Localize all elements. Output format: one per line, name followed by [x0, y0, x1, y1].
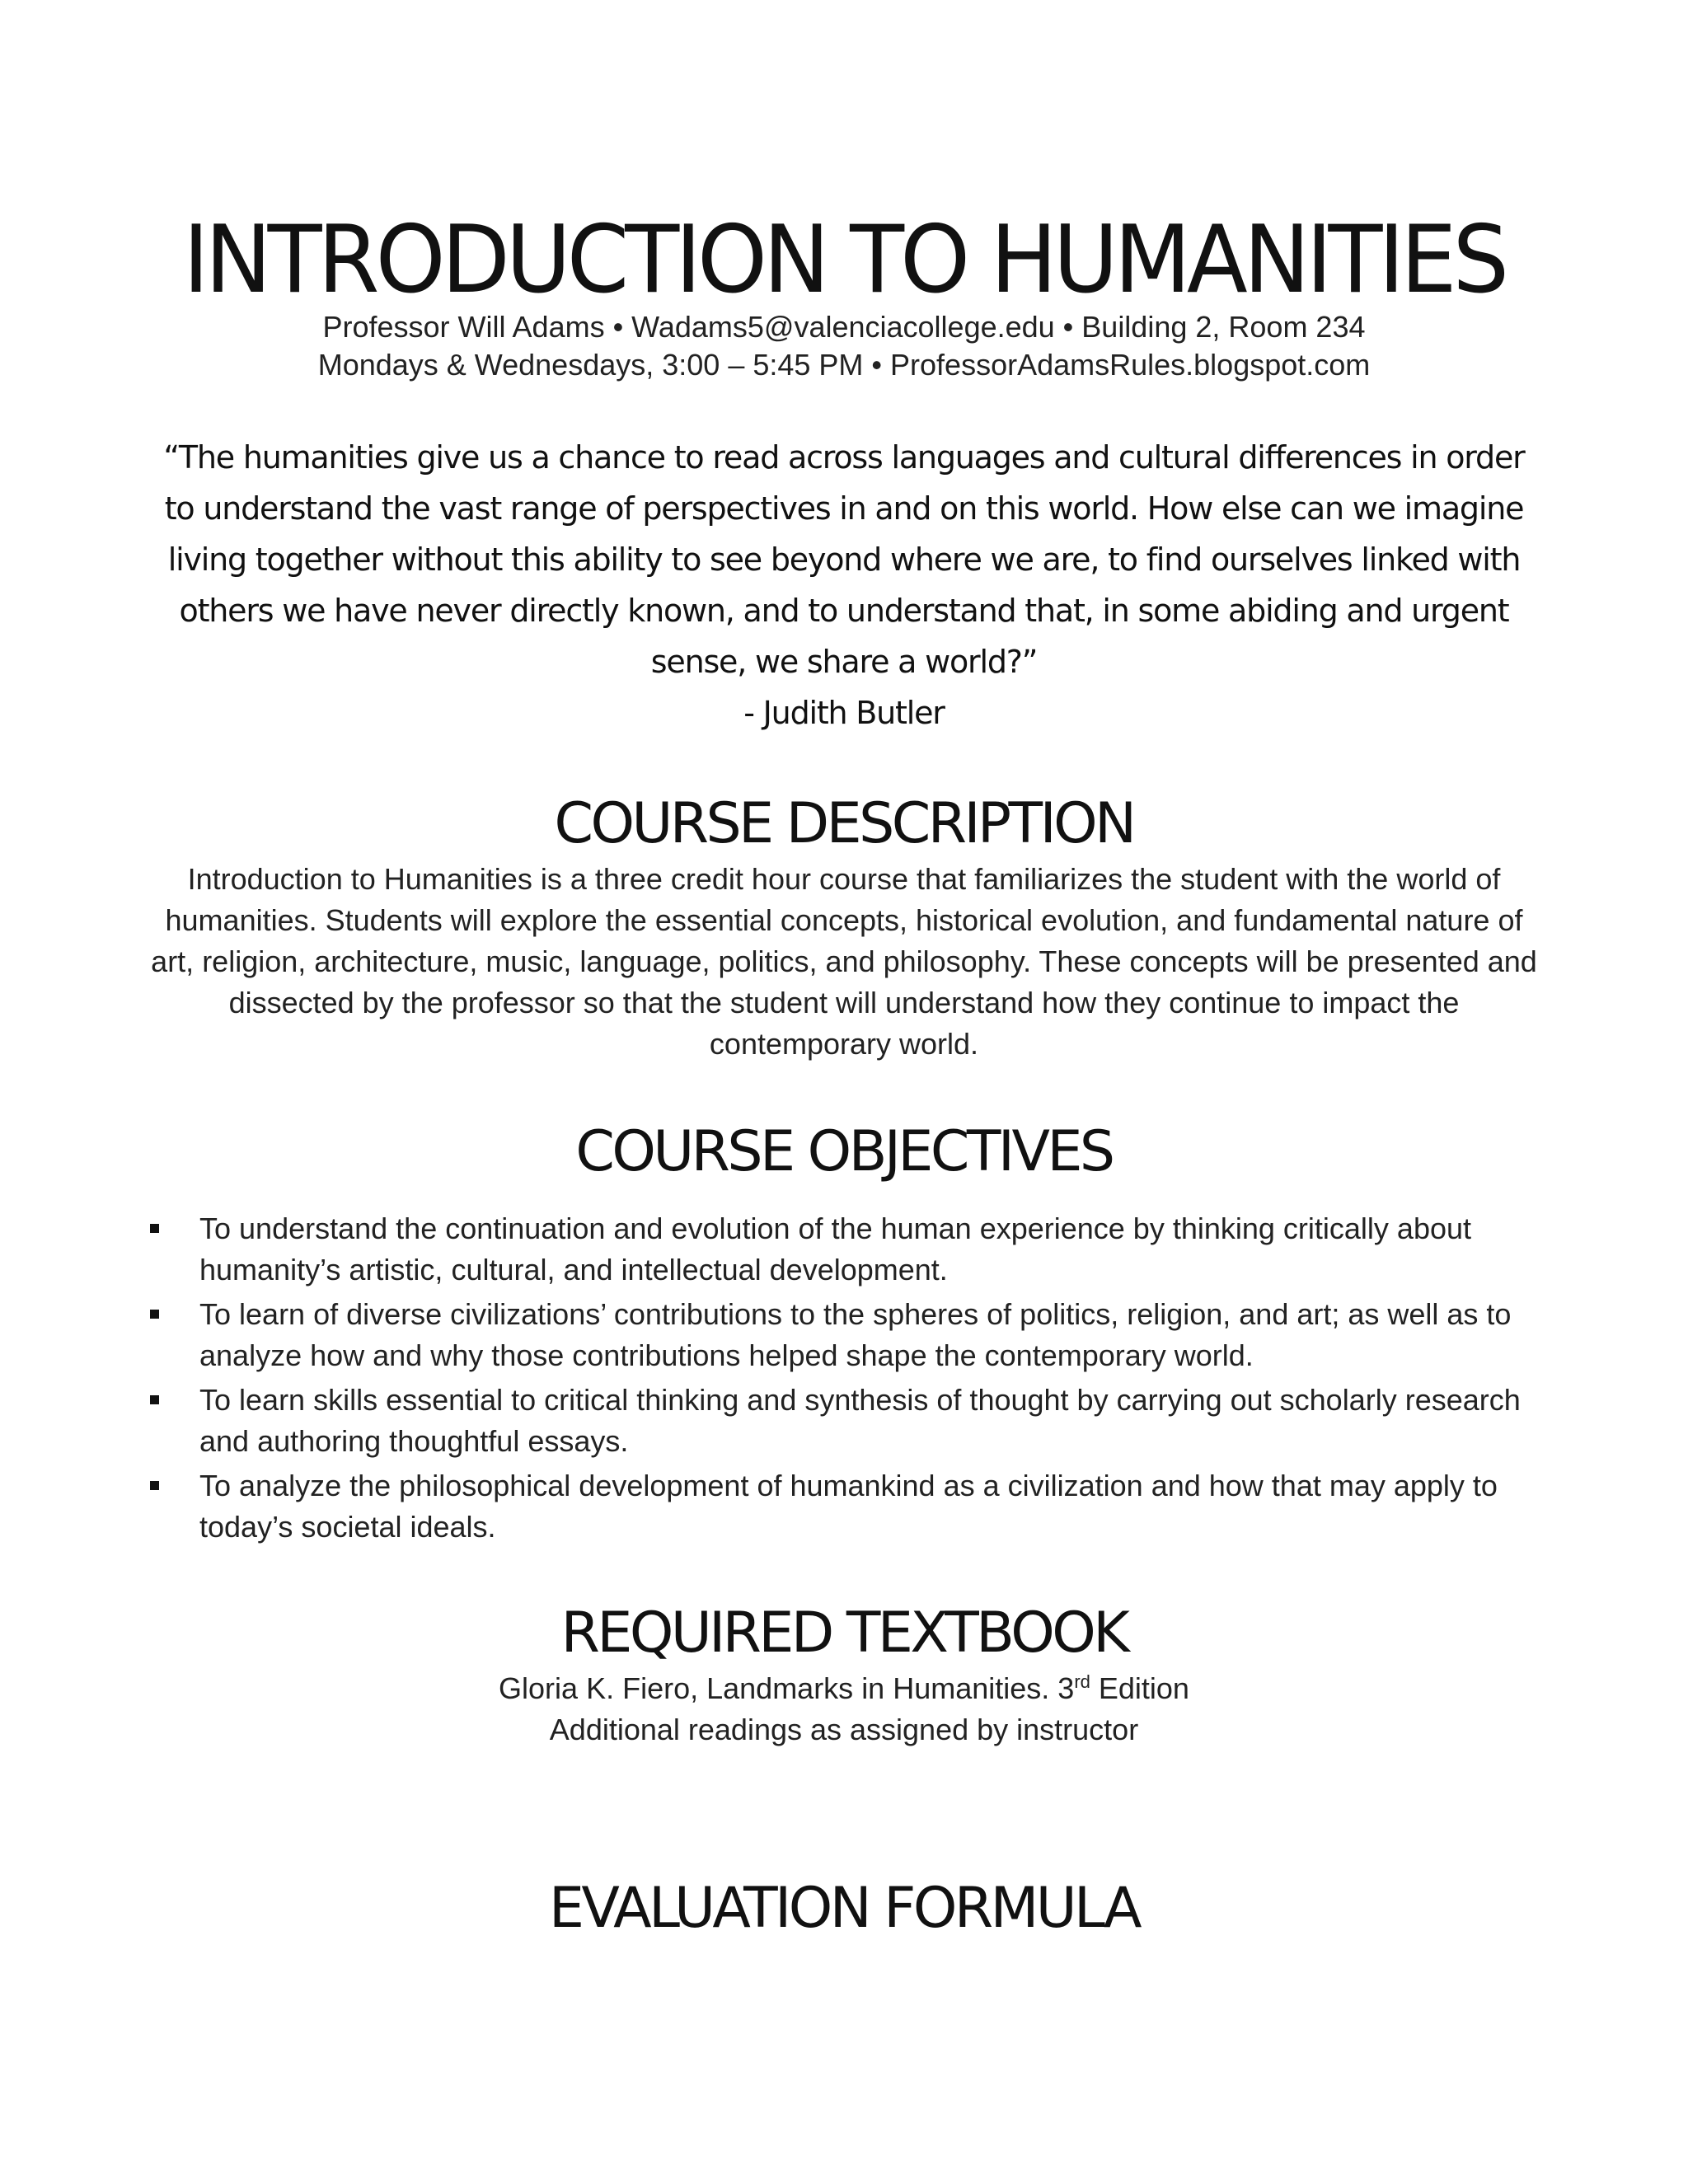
square-bullet-icon — [150, 1481, 159, 1490]
contact-info — [140, 308, 1548, 384]
contact-line-1: Professor Will Adams • Wadams5@valenciacollege.edu • Building 2, Room 234 — [322, 310, 1366, 344]
objective-item — [148, 1380, 1548, 1462]
objective-item — [148, 1208, 1548, 1291]
objective-text: To learn skills essential to critical thinking and synthesis of thought by carrying out scholarly research and authoring thoughtful essays. — [199, 1383, 1521, 1458]
textbook-title — [140, 1668, 1548, 1709]
course-objectives-heading: COURSE OBJECTIVES — [575, 1119, 1113, 1184]
page-title: INTRODUCTION TO HUMANITIES — [182, 206, 1506, 315]
course-objectives-list — [140, 1208, 1548, 1548]
square-bullet-icon — [150, 1310, 159, 1319]
evaluation-formula-heading: EVALUATION FORMULA — [548, 1876, 1140, 1941]
square-bullet-icon — [150, 1395, 159, 1404]
course-description-heading: COURSE DESCRIPTION — [554, 791, 1134, 856]
square-bullet-icon — [150, 1224, 159, 1233]
objective-text: To learn of diverse civilizations’ contributions to the spheres of politics, religion, and art; as well as to analyze how and why those contributions helped shape the contemporary world. — [199, 1297, 1512, 1372]
textbook-edition-superscript: rd — [1074, 1671, 1090, 1692]
textbook-edition-suffix: Edition — [1090, 1671, 1189, 1705]
quote-attribution: - Judith Butler — [743, 695, 945, 731]
objective-item — [148, 1294, 1548, 1376]
contact-line-2: Mondays & Wednesdays, 3:00 – 5:45 PM • ProfessorAdamsRules.blogspot.com — [317, 348, 1371, 382]
objective-text: To understand the continuation and evolution of the human experience by thinking critically about humanity’s artistic, cultural, and intellectual development. — [199, 1212, 1472, 1286]
textbook-title-main: Gloria K. Fiero, Landmarks in Humanities. 3 — [499, 1671, 1075, 1705]
objective-text: To analyze the philosophical development of humankind as a civilization and how that may apply to today’s societal ideals. — [199, 1469, 1498, 1544]
additional-readings: Additional readings as assigned by instructor — [549, 1713, 1139, 1746]
quote-text: “The humanities give us a chance to read across languages and cultural differences in order to understand the vast range of perspectives in and on this world. How else can we imagine living together without this ability to see beyond where we are, to find ourselves linked with others we have never directly known, and to understand that, in some abiding and urgent sense, we share a world?” — [163, 439, 1525, 680]
objective-item — [148, 1465, 1548, 1548]
course-description-text: Introduction to Humanities is a three credit hour course that familiarizes the student with the world of humanities. Students will explore the essential concepts, historical evolution, and fundamental nature of art, religion, architecture, music, language, politics, and philosophy. These concepts will be presented and dissected by the professor so that the student will understand how they continue to impact the contemporary world. — [151, 862, 1537, 1061]
required-textbook-heading: REQUIRED TEXTBOOK — [560, 1601, 1128, 1666]
textbook-info — [140, 1668, 1548, 1750]
